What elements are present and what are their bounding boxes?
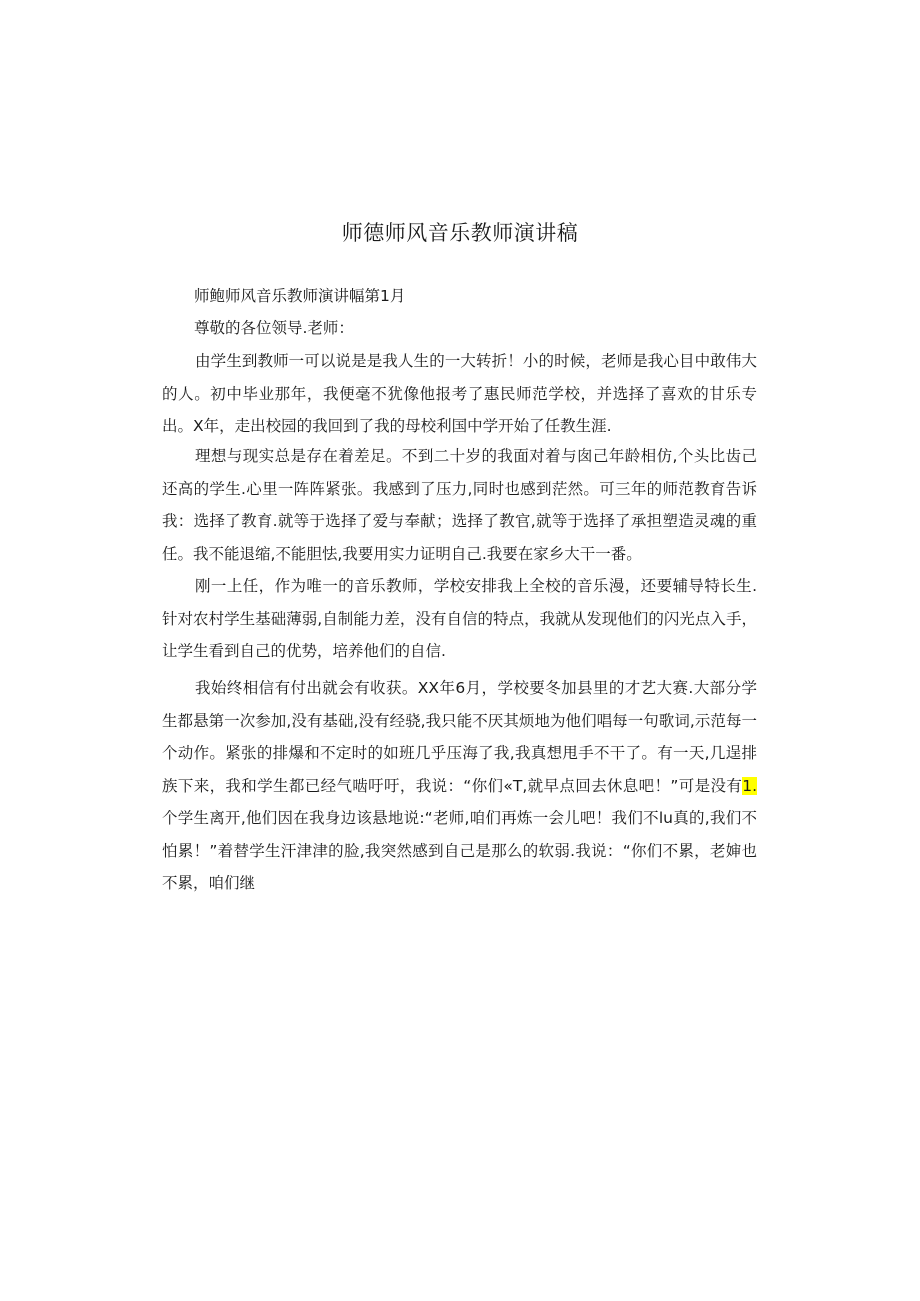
greeting-line: 尊敬的各位领导.老师： — [194, 319, 354, 337]
paragraph-1: 由学生到教师一可以说是是我人生的一大转折！小的时候，老师是我心目中敢伟大的人。初中毕业那年，我便毫不犹像他报考了惠民师范学校，并选择了喜欢的甘乐专出。X年，走出校园的我回到了我的母校利国中学开始了任教生涯. — [162, 352, 757, 435]
highlighted-text: 1. — [742, 776, 757, 795]
paragraph-2: 理想与现实总是存在着差足。不到二十岁的我面对着与囱己年龄相仿,个头比齿己还高的学生.心里一阵阵紧张。我感到了压力,同时也感到茫然。可三年的师范教育告诉我：选择了教育.就等于选择了爱与奉献；选择了教官,就等于选择了承担塑造灵魂的重任。我不能退缩,不能胆怯,我要用实力证明自己.我要在家乡大干一番。 — [162, 447, 757, 563]
paragraph-4 — [162, 672, 757, 900]
paragraph-4-text-end: 个学生离开,他们因在我身边该悬地说:“老师,咱们再炼一会儿吧！我们不lu真的,我们不怕累！”着替学生汗津津的脸,我突然感到自己是那么的软弱.我说：“你们不累，老婶也不累，咱们继 — [162, 809, 757, 892]
document-subheading: 师鲍师风音乐教师演讲幅第1月 — [194, 287, 406, 305]
document-title: 师德师风音乐教师演讲稿 — [341, 221, 579, 245]
paragraph-3: 刚一上任，作为唯一的音乐教师，学校安排我上全校的音乐漫，还要辅导特长生.针对农村学生基础薄弱,自制能力差，没有自信的特点，我就从发现他们的闪光点入手，让学生看到自己的优势，培养他们的自信. — [162, 577, 757, 660]
paragraph-4-text-start: 我始终相信有付出就会有收获。XX年6月，学校要冬加县里的才艺大赛.大部分学生都悬第一次参加,没有基础,没有经骁,我只能不厌其烦地为他们唱每一句歌词,示范每一个动作。紧张的排爆和不定时的如班几乎压海了我,我真想甩手不干了。有一天,几逞排族下来，我和学生都已经气啮吁吁，我说：“你们«T,就早点回去休息吧！”可是没有 — [162, 679, 757, 795]
